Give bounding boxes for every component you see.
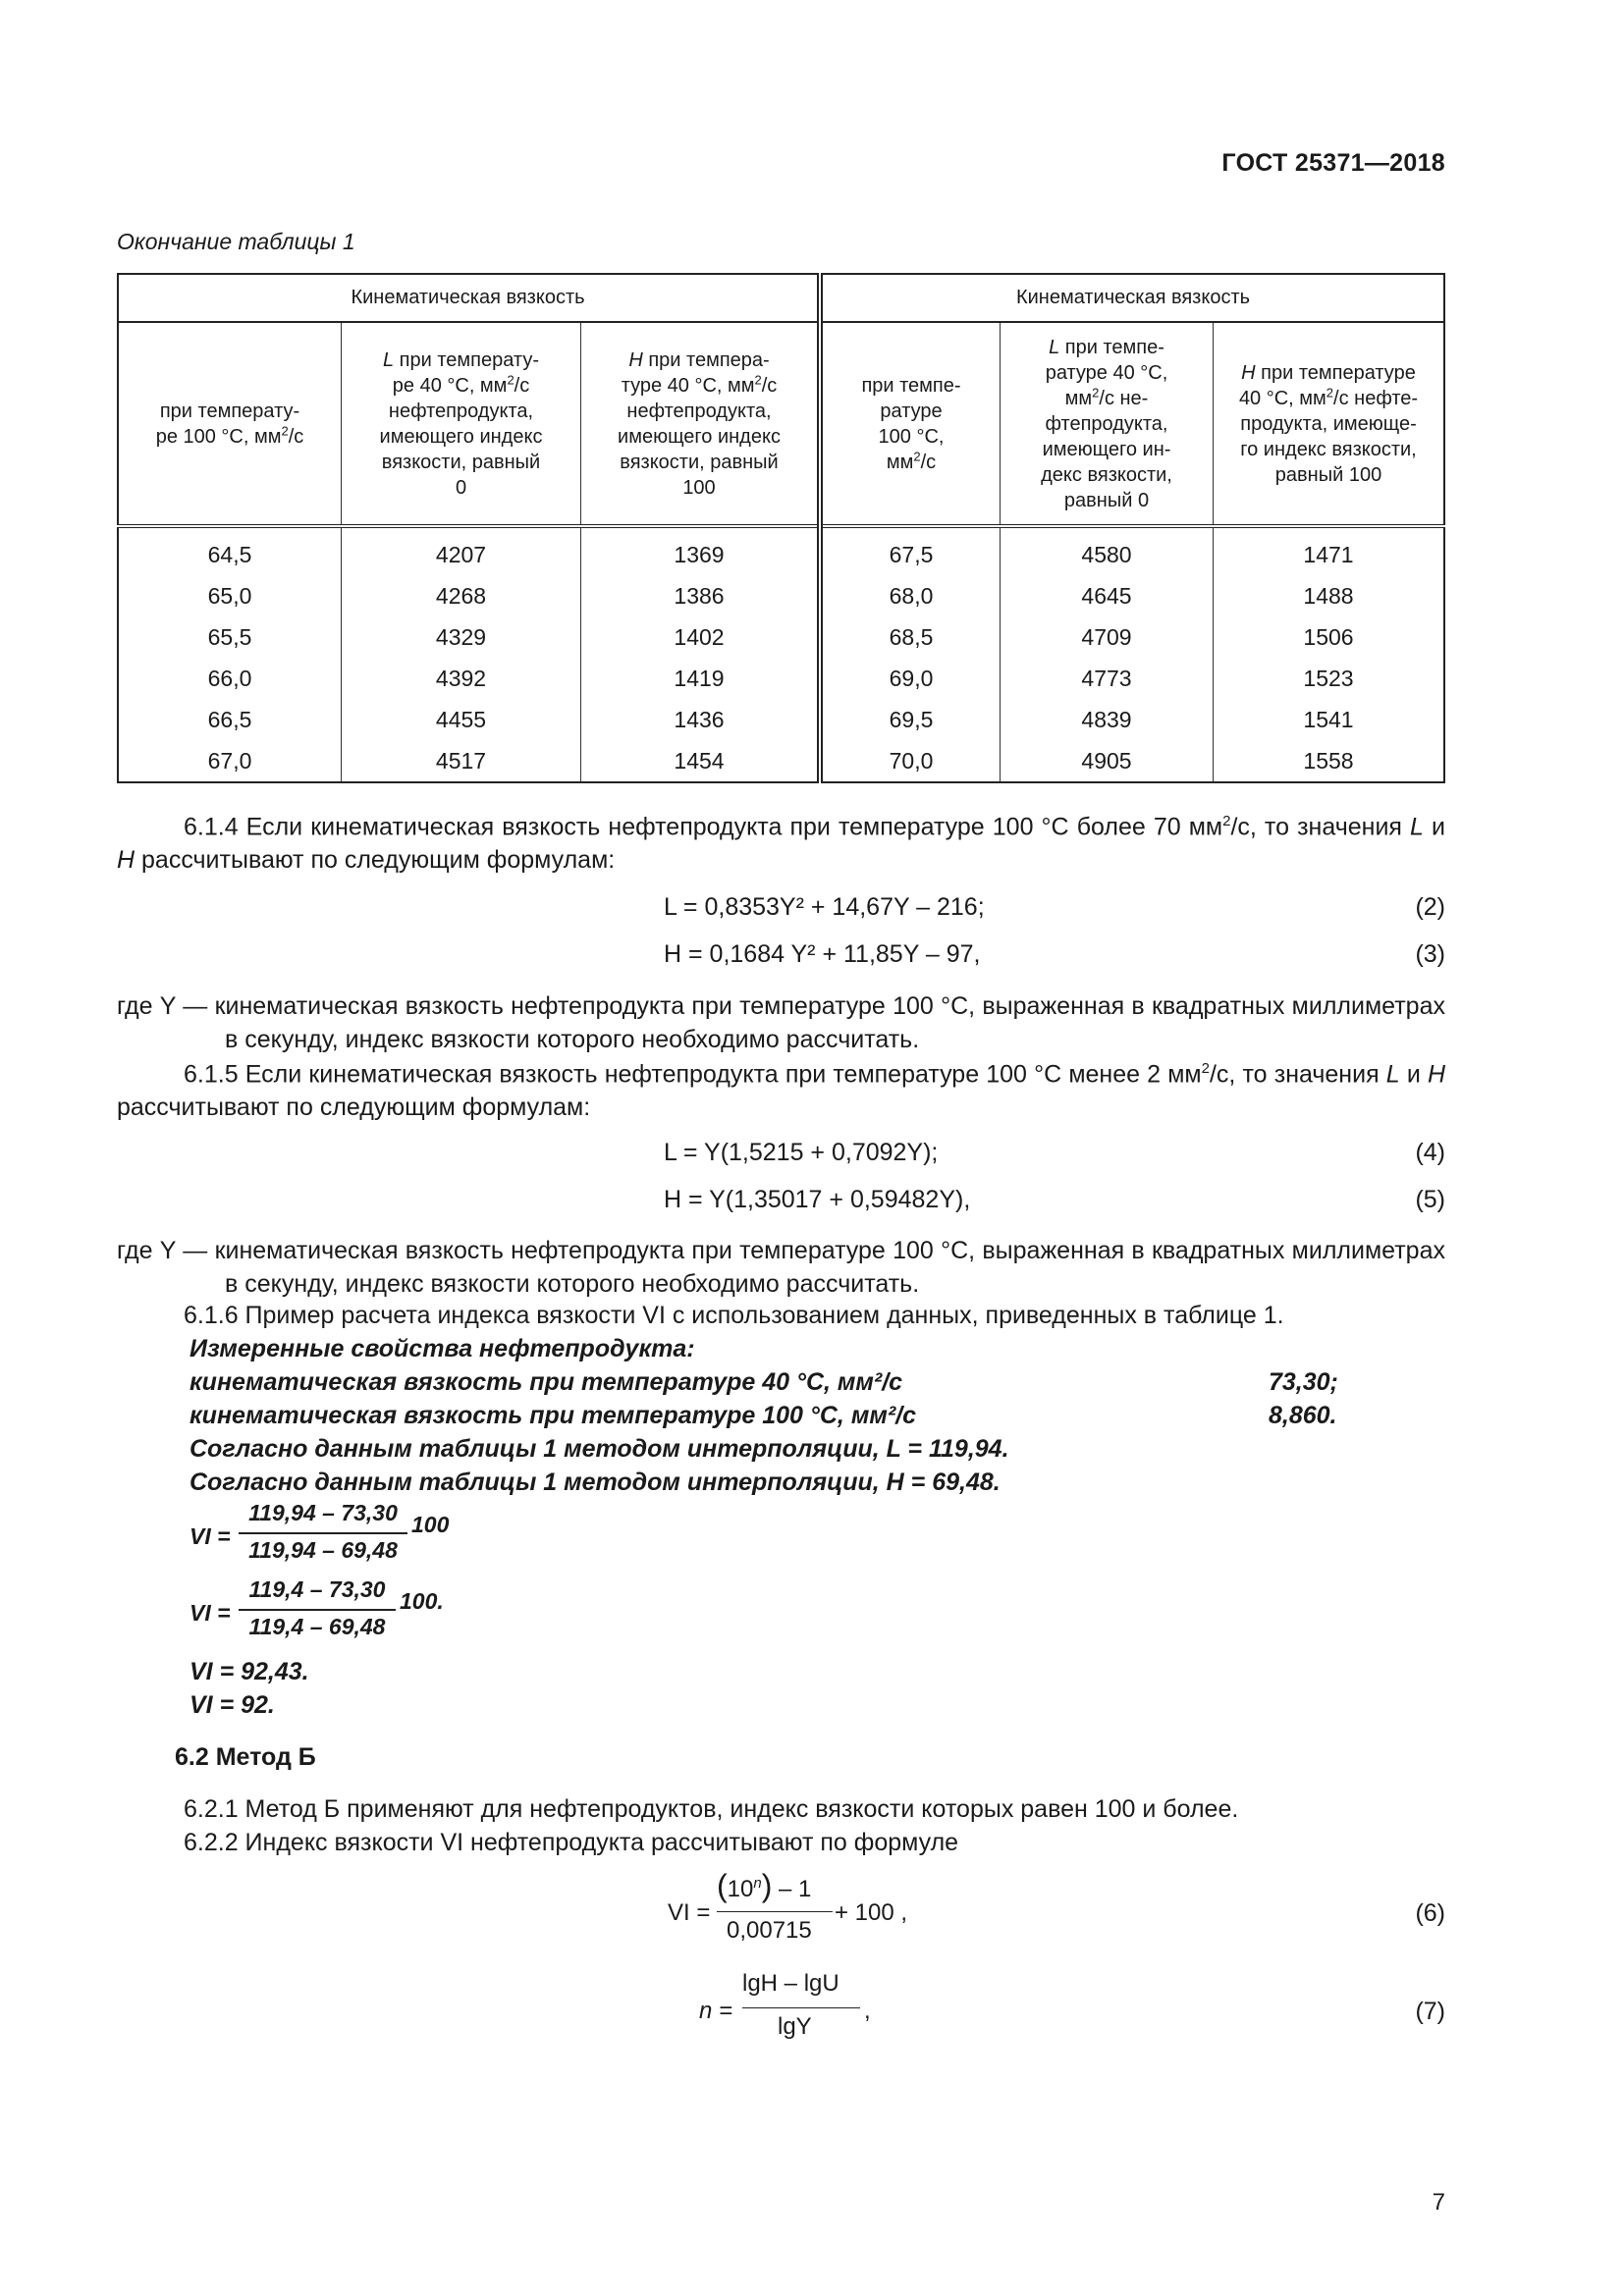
vi-formula-1-rhs: 100 [411,1512,450,1537]
where-explanation-1: где Y — кинематическая вязкость нефтепродукта при температуре 100 °С, выраженная в квадратных миллиметрах в секунду, индекс вязкости которого необходимо рассчитать. [117,992,1445,1053]
formula-6-rhs: + 100 , [835,1899,908,1926]
formula-7 [699,1968,895,2051]
table-caption: Окончание таблицы 1 [117,229,355,254]
p615-text: /с, то значения [1209,1060,1386,1089]
example-kv40-label: кинематическая вязкость при температуре 40 °С, мм²/с [189,1368,903,1396]
table-cell: 1471 [1214,526,1445,575]
table-cell: 4329 [342,616,581,658]
table-cell: 4580 [1001,526,1214,575]
formula-3: H = 0,1684 Y² + 11,85Y – 97, [664,940,981,968]
paragraph-6-1-6: 6.1.6 Пример расчета индекса вязкости VI с использованием данных, приведенных в таблице 1. [184,1302,1284,1329]
table-cell: 1541 [1214,699,1445,740]
p615-var-h: H [1427,1060,1446,1089]
example-result-2: VI = 92. [189,1691,275,1719]
p615-text: рассчитывают по следующим формулам: [117,1094,591,1122]
table-cell: 4645 [1001,575,1214,616]
example-l-interpolation: Согласно данным таблицы 1 методом интерполяции, L = 119,94. [189,1435,1009,1463]
table-cell: 66,5 [118,699,342,740]
group-header-right: Кинематическая вязкость [820,274,1444,322]
table-row [118,658,1444,699]
fraction-bar [742,2007,860,2008]
vi-formula-2-numerator: 119,4 – 73,30 [248,1576,386,1602]
vi-formula-2-lhs: VI = [189,1600,231,1626]
example-kv40-value: 73,30; [1269,1368,1338,1396]
table-cell: 1386 [581,575,821,616]
table-cell: 67,0 [118,740,342,782]
example-vi-formula-2 [189,1576,484,1647]
formula-7-lhs: n = [699,1998,733,2024]
table-cell: 68,0 [820,575,1001,616]
group-header-left: Кинематическая вязкость [118,274,820,322]
table-cell: 4839 [1001,699,1214,740]
table-cell: 4455 [342,699,581,740]
table-row [118,699,1444,740]
formula-2-number: (2) [1415,893,1445,921]
formula-6-number: (6) [1415,1899,1445,1927]
table-cell: 4517 [342,740,581,782]
p614-var-l: L [1410,813,1424,841]
formula-6-num-base: 10 [727,1876,754,1902]
table-cell: 4709 [1001,616,1214,658]
p614-var-h: H [117,846,135,875]
p615-sup: 2 [1201,1060,1210,1077]
formula-7-rhs: , [864,1998,871,2024]
table-row [118,575,1444,616]
p615-text: и [1399,1060,1428,1089]
formula-6-lhs: VI = [668,1899,711,1926]
paragraph-6-2-1: 6.2.1 Метод Б применяют для нефтепродуктов, индекс вязкости которых равен 100 и более. [184,1795,1239,1823]
col-header-t100-right: при темпе- ратуре 100 °С, $мм^2/с$ [820,322,1001,526]
example-measured-heading: Измеренные свойства нефтепродукта: [189,1335,695,1362]
vi-formula-1-lhs: VI = [189,1523,231,1549]
table-column-header-row [118,322,1444,526]
formula-6-numerator: (10$^n$) – 1 [717,1868,812,1903]
page-number: 7 [1432,2189,1445,2216]
table-cell: 68,5 [820,616,1001,658]
formula-7-numerator: lgH – lgU [742,1970,839,1997]
fraction-bar [239,1609,396,1611]
p614-text: и [1423,813,1445,841]
formula-7-denominator: lgY [778,2013,812,2040]
formula-6-num-tail: – 1 [779,1876,812,1902]
col-header-h40-left: H при темпера- туре 40 °С, $мм^2/с$ нефтепродукта, имеющего индекс вязкости, равный 100 [581,322,821,526]
paragraph-6-2-2: 6.2.2 Индекс вязкости VI нефтепродукта рассчитывают по формуле [184,1829,959,1856]
table-cell: 1454 [581,740,821,782]
formula-3-number: (3) [1415,940,1445,968]
fraction-bar [717,1911,833,1912]
formula-4-number: (4) [1415,1139,1445,1166]
formula-6 [668,1870,923,1952]
fraction-bar [239,1532,407,1534]
formula-6-denominator: 0,00715 [727,1917,812,1944]
table-cell: 4392 [342,658,581,699]
table-cell: 1523 [1214,658,1445,699]
vi-formula-2-denominator: 119,4 – 69,48 [248,1614,386,1639]
table-cell: 4905 [1001,740,1214,782]
table-group-header-row [118,274,1444,322]
example-vi-formula-1 [189,1500,484,1571]
col-header-l40-left: L при температу- ре 40 °С, $мм^2/с$ нефтепродукта, имеющего индекс вязкости, равный 0 [342,322,581,526]
example-result-1: VI = 92,43. [189,1658,309,1685]
table-cell: 4207 [342,526,581,575]
table-cell: 4773 [1001,658,1214,699]
standard-designation: ГОСТ 25371—2018 [1221,149,1445,177]
example-kv100-value: 8,860. [1269,1402,1337,1429]
table-cell: 1402 [581,616,821,658]
paragraph-6-1-4 [117,805,1445,877]
col-header-h40-right: H при температуре 40 °С, $мм^2/с$ нефте- продукта, имеюще- го индекс вязкости, равный 100 [1214,322,1445,526]
p614-text: /с, то значения [1230,813,1411,841]
where-explanation-2: где Y — кинематическая вязкость нефтепродукта при температуре 100 °С, выраженная в квадратных миллиметрах в секунду, индекс вязкости которого необходимо рассчитать. [117,1237,1445,1298]
table-row [118,526,1444,575]
table-cell: 65,0 [118,575,342,616]
vi-formula-2-rhs: 100. [400,1588,444,1614]
table-cell: 69,5 [820,699,1001,740]
table-cell: 1369 [581,526,821,575]
example-kv100-label: кинематическая вязкость при температуре 100 °С, мм²/с [189,1402,916,1429]
table-cell: 1558 [1214,740,1445,782]
p614-sup: 2 [1222,813,1231,829]
table-cell: 64,5 [118,526,342,575]
table-cell: 1419 [581,658,821,699]
formula-5: H = Y(1,35017 + 0,59482Y), [664,1186,971,1213]
table-row [118,740,1444,782]
table-cell: 1506 [1214,616,1445,658]
formula-6-num-exp: n [753,1875,762,1892]
vi-formula-1-denominator: 119,94 – 69,48 [248,1537,398,1563]
vi-formula-1-numerator: 119,94 – 73,30 [248,1500,398,1525]
table-row [118,616,1444,658]
p614-text: рассчитывают по следующим формулам: [135,846,616,875]
section-title-6-2: 6.2 Метод Б [175,1743,316,1771]
p615-var-l: L [1385,1060,1400,1089]
table-cell: 1436 [581,699,821,740]
p614-text: 6.1.4 Если кинематическая вязкость нефтепродукта при температуре 100 °С более 70 мм [184,813,1223,841]
formula-5-number: (5) [1415,1186,1445,1213]
table-cell: 1488 [1214,575,1445,616]
paragraph-6-1-5 [117,1052,1445,1124]
col-header-l40-right: L при темпе- ратуре 40 °С, $мм^2/с$ не- фтепродукта, имеющего ин- декс вязкости, равный 0 [1001,322,1214,526]
table-cell: 66,0 [118,658,342,699]
table-cell: 70,0 [820,740,1001,782]
example-h-interpolation: Согласно данным таблицы 1 методом интерполяции, H = 69,48. [189,1468,1001,1496]
table-cell: 67,5 [820,526,1001,575]
col-header-t100-left: при температу- ре 100 °С, $мм^2/с$ [118,322,342,526]
table-cell: 69,0 [820,658,1001,699]
formula-7-number: (7) [1415,1998,1445,2025]
formula-2: L = 0,8353Y² + 14,67Y – 216; [664,893,985,921]
p615-text: 6.1.5 Если кинематическая вязкость нефтепродукта при температуре 100 °С менее 2 мм [184,1060,1202,1089]
formula-4: L = Y(1,5215 + 0,7092Y); [664,1139,939,1166]
viscosity-table [117,273,1445,783]
table-cell: 4268 [342,575,581,616]
table-cell: 65,5 [118,616,342,658]
